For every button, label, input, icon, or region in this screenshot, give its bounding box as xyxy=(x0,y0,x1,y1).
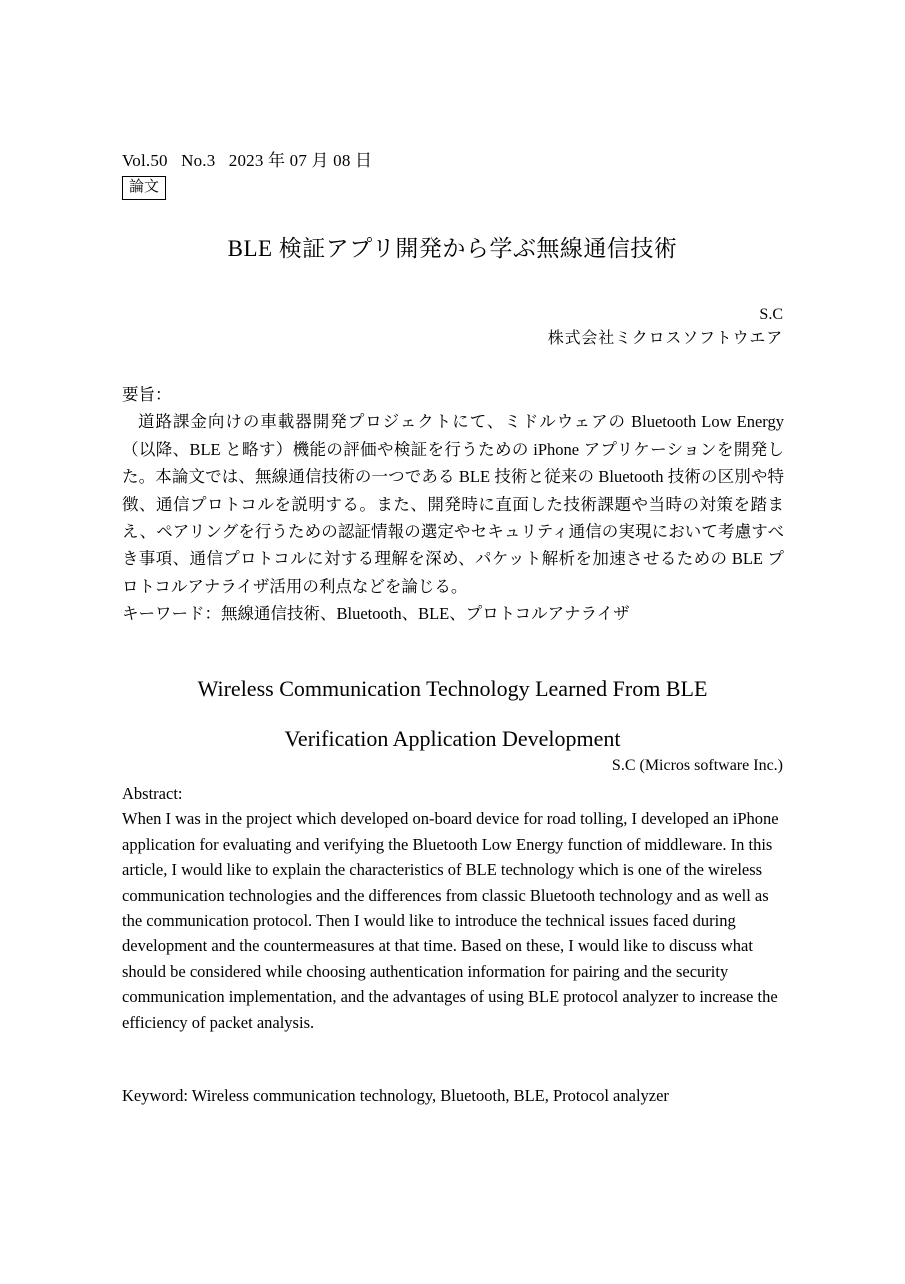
english-abstract-label: Abstract: xyxy=(122,784,183,803)
english-keywords: Keyword: Wireless communication technology, Bluetooth, BLE, Protocol analyzer xyxy=(122,1086,669,1105)
journal-volume-issue-date: Vol.50 No.3 2023 年 07 月 08 日 xyxy=(122,151,373,170)
japanese-affiliation: 株式会社ミクロスソフトウエア xyxy=(547,330,783,347)
english-abstract xyxy=(122,781,790,1035)
japanese-byline xyxy=(183,303,783,351)
japanese-abstract-label: 要旨： xyxy=(122,385,172,404)
english-abstract-body: When I was in the project which developed on-board device for road tolling, I developed an iPhone application for evaluating and verifying the Bluetooth Low Energy function of middleware. In this article, I would like to explain the characteristics of BLE technology which is one of the wireless communication technologies and the differences from classic Bluetooth technology and as well as the communication protocol. Then I would like to introduce the technical issues faced during development and the countermeasures at that time. Based on these, I would like to discuss what should be considered while choosing authentication information for pairing and the security communication implementation, and the advantages of using BLE protocol analyzer to increase the efficiency of packet analysis. xyxy=(122,809,779,1032)
japanese-author: S.C xyxy=(759,306,783,323)
japanese-keywords: キーワード：無線通信技術、Bluetooth、BLE、プロトコルアナライザ xyxy=(122,604,630,623)
paper-type-badge: 論文 xyxy=(122,176,166,200)
japanese-abstract xyxy=(122,381,784,600)
japanese-title: BLE 検証アプリ開発から学ぶ無線通信技術 xyxy=(227,236,678,261)
english-byline: S.C (Micros software Inc.) xyxy=(611,757,783,774)
english-title-line1: Wireless Communication Technology Learned From BLE xyxy=(197,676,708,701)
english-title xyxy=(0,664,905,764)
english-title-line2: Verification Application Development xyxy=(284,726,621,751)
japanese-abstract-body: 道路課金向けの車載器開発プロジェクトにて、ミドルウェアの Bluetooth Low Energy（以降、BLE と略す）機能の評価や検証を行うための iPhone アプリケーションを開発した。本論文では、無線通信技術の一つである BLE 技術と従来の Bluetooth 技術の区別や特徴、通信プロトコルを説明する。また、開発時に直面した技術課題や当時の対策を踏まえ、ペアリングを行うための認証情報の選定やセキュリティ通信の実現において考慮すべき事項、通信プロトコルに対する理解を深め、パケット解析を加速させるための BLE プロトコルアナライザ活用の利点などを論じる。 xyxy=(122,412,784,596)
